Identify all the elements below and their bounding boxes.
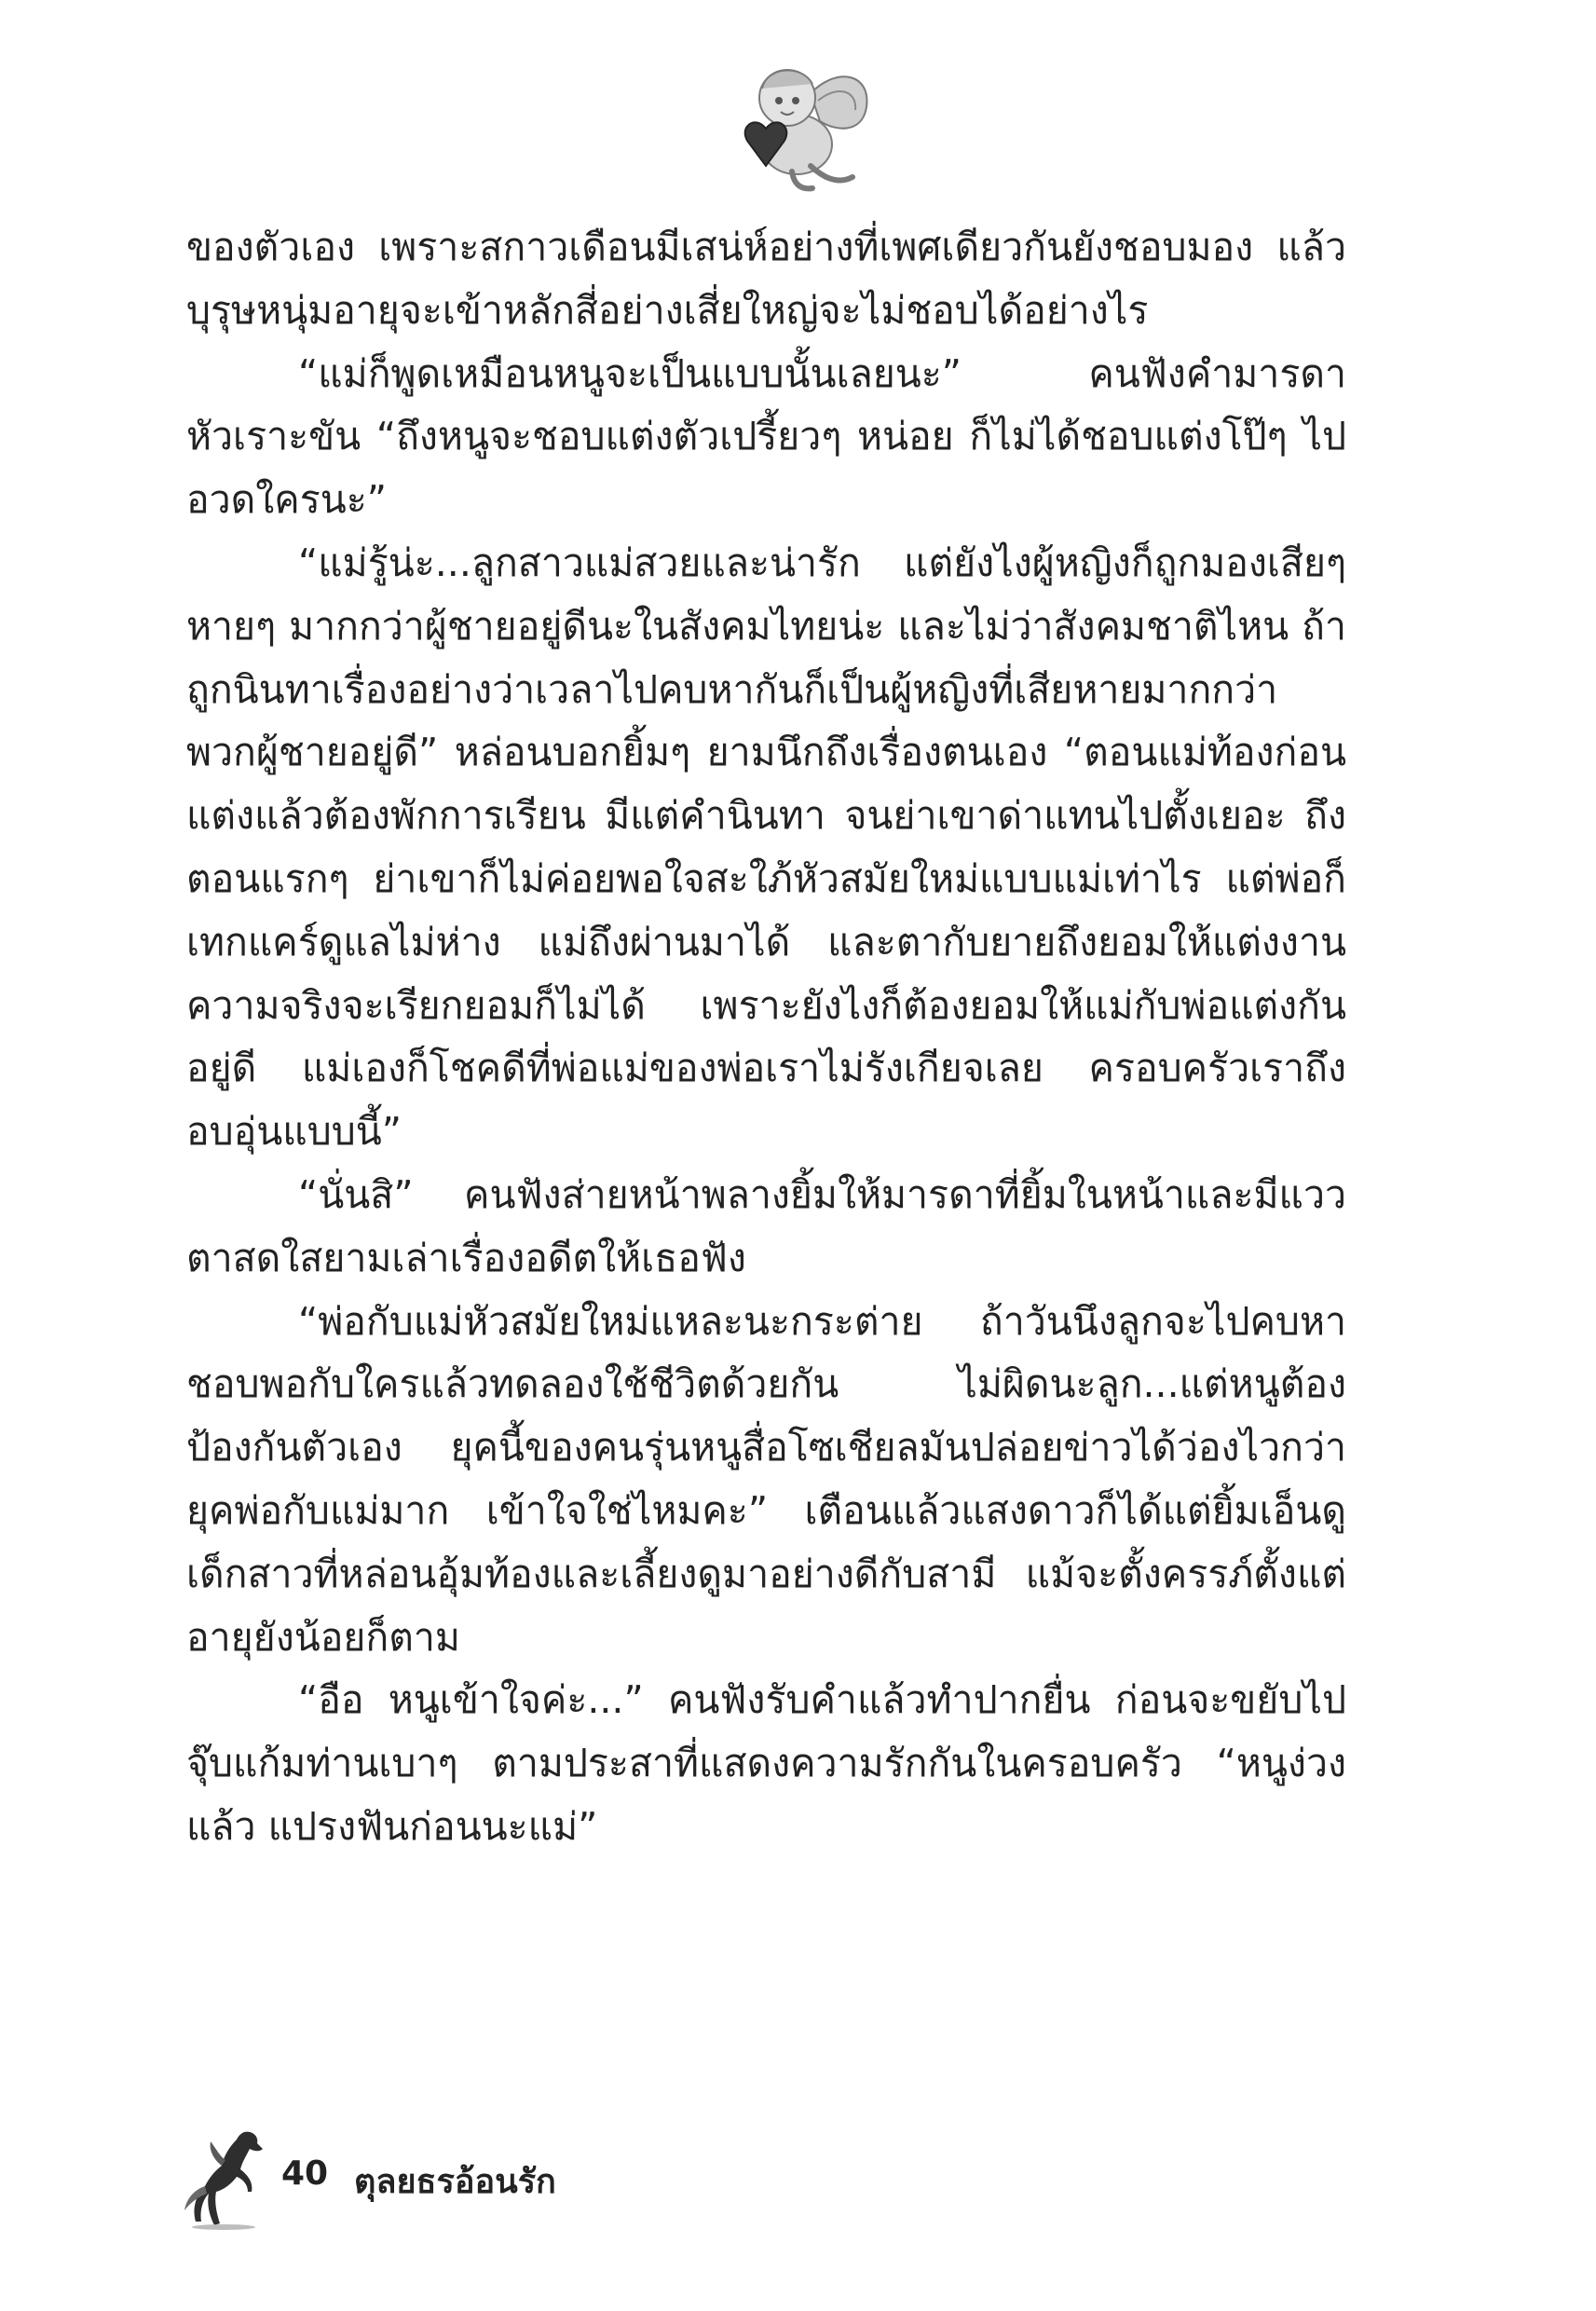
paragraph: “แม่รู้น่ะ...ลูกสาวแม่สวยและน่ารัก แต่ยังไงผู้หญิงก็ถูกมองเสียๆ หายๆ มากกว่าผู้ชายอยู่ดีนะในสังคมไทยน่ะ และไม่ว่าสังคมชาติไหน ถ้าถูกนินทาเรื่องอย่างว่าเวลาไปคบหากันก็เป็นผู้หญิงที่เสียหายมากกว่าพวกผู้ชายอยู่ดี” หล่อนบอกยิ้มๆ ยามนึกถึงเรื่องตนเอง “ตอนแม่ท้องก่อนแต่งแล้วต้องพักการเรียน มีแต่คำนินทา จนย่าเขาด่าแทนไปตั้งเยอะ ถึงตอนแรกๆ ย่าเขาก็ไม่ค่อยพอใจสะใภ้หัวสมัยใหม่แบบแม่เท่าไร แต่พ่อก็เทกแคร์ดูแลไม่ห่าง แม่ถึงผ่านมาได้ และตากับยายถึงยอมให้แต่งงาน ความจริงจะเรียกยอมก็ไม่ได้ เพราะยังไงก็ต้องยอมให้แม่กับพ่อแต่งกันอยู่ดี แม่เองก็โชคดีที่พ่อแม่ของพ่อเราไม่รังเกียจเลย ครอบครัวเราถึงอบอุ่นแบบนี้” — [186, 540, 1346, 1155]
paragraph: “พ่อกับแม่หัวสมัยใหม่แหละนะกระต่าย ถ้าวันนึงลูกจะไปคบหาชอบพอกับใครแล้วทดลองใช้ชีวิตด้วยกัน ไม่ผิดนะลูก...แต่หนูต้องป้องกันตัวเอง ยุคนี้ของคนรุ่นหนูสื่อโซเชียลมันปล่อยข่าวได้ว่องไวกว่ายุคพ่อกับแม่มาก เข้าใจใช่ไหมคะ” เตือนแล้วแสงดาวก็ได้แต่ยิ้มเอ็นดูเด็กสาวที่หล่อนอุ้มท้องและเลี้ยงดูมาอย่างดีกับสามี แม้จะตั้งครรภ์ตั้งแต่อายุยังน้อยก็ตาม — [186, 1298, 1346, 1660]
body-text — [186, 216, 1346, 1859]
paragraph: “แม่ก็พูดเหมือนหนูจะเป็นแบบนั้นเลยนะ” คนฟังคำมารดาหัวเราะขัน “ถึงหนูจะชอบแต่งตัวเปรี้ยวๆ หน่อย ก็ไม่ได้ชอบแต่งโป๊ๆ ไปอวดใครนะ” — [186, 350, 1346, 523]
paragraph: “นั่นสิ” คนฟังส่ายหน้าพลางยิ้มให้มารดาที่ยิ้มในหน้าและมีแววตาสดใสยามเล่าเรื่องอดีตให้เธอฟัง — [186, 1171, 1346, 1280]
horse-logo-icon — [177, 2125, 280, 2232]
cherub-heart-icon — [699, 56, 876, 196]
paragraph: “อือ หนูเข้าใจค่ะ...” คนฟังรับคำแล้วทำปากยื่น ก่อนจะขยับไปจุ๊บแก้มท่านเบาๆ ตามประสาที่แสดงความรักกันในครอบครัว “หนูง่วงแล้ว แปรงฟันก่อนนะแม่” — [186, 1677, 1346, 1849]
paragraph: ของตัวเอง เพราะสกาวเดือนมีเสน่ห์อย่างที่เพศเดียวกันยังชอบมอง แล้วบุรุษหนุ่มอายุจะเข้าหลักสี่อย่างเสี่ยใหญ่จะไม่ชอบได้อย่างไร — [186, 225, 1346, 333]
book-title: ตุลยธรอ้อนรัก — [354, 2163, 556, 2201]
page-footer — [177, 2125, 829, 2236]
page-number: 40 — [281, 2154, 329, 2193]
